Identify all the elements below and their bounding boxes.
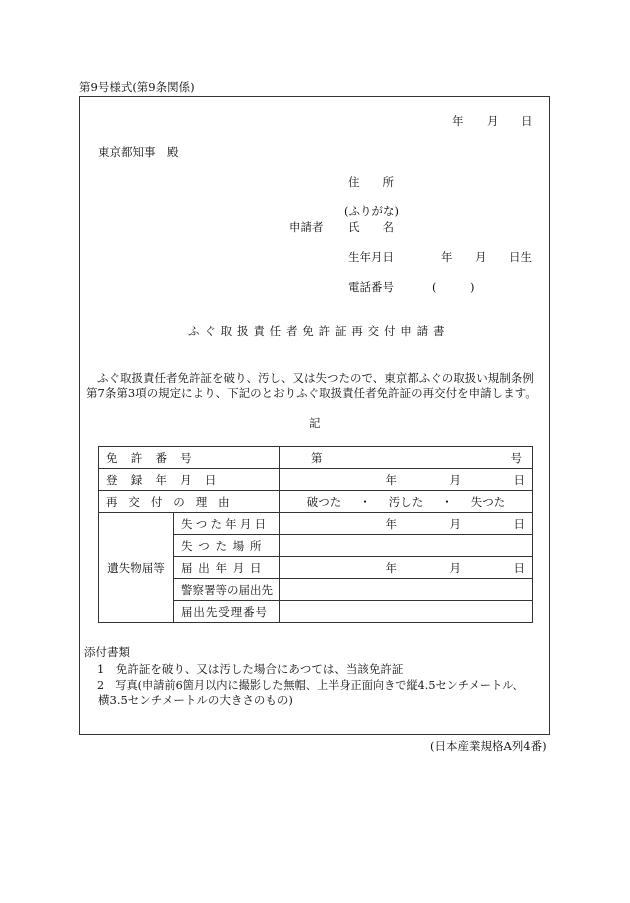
date-day-label: 日 [521, 114, 533, 128]
license-prefix: 第 [311, 450, 323, 465]
registration-date-cell [280, 469, 533, 491]
lost-date-cell [280, 513, 533, 535]
document-title: ふぐ取扱責任者免許証再交付申請書 [188, 324, 450, 338]
birthdate-label: 生年月日 [348, 250, 394, 264]
table-row [99, 491, 533, 513]
lost-property-label: 遺失物届等 [99, 513, 174, 623]
report-month: 月 [449, 560, 461, 575]
birth-month-label: 月 [475, 250, 487, 264]
phone-open-paren: ( [432, 280, 437, 294]
name-label: 氏 名 [348, 220, 394, 234]
police-label: 警察署等の届出先 [174, 579, 280, 601]
receipt-number-cell [280, 601, 533, 623]
attachment-item-1: 1 免許証を破り、又は汚した場合にあつては、当該免許証 [97, 662, 404, 676]
table-row [99, 513, 533, 535]
lost-year: 年 [385, 516, 397, 531]
lost-place-label: 失つた場所 [174, 535, 280, 557]
ki-heading: 記 [309, 416, 321, 430]
reg-day: 日 [513, 472, 525, 487]
license-suffix: 号 [510, 450, 522, 465]
lost-place-cell [280, 535, 533, 557]
birth-year-label: 年 [441, 250, 453, 264]
registration-date-label: 登録年月日 [99, 469, 280, 491]
body-text-line1: ふぐ取扱責任者免許証を破り、汚し、又は失つたので、東京都ふぐの取扱い規制条例 [97, 371, 534, 385]
birth-day-label: 日生 [509, 250, 532, 264]
report-date-label: 届出年月日 [174, 557, 280, 579]
attachments-heading: 添付書類 [84, 645, 130, 659]
date-year-label: 年 [452, 114, 464, 128]
reg-year: 年 [385, 472, 397, 487]
license-number-label: 免許番号 [99, 447, 280, 469]
reason-separator: ・ [441, 494, 453, 509]
body-text-line2: 第7条第3項の規定により、下記のとおりふぐ取扱責任者免許証の再交付を申請します。 [86, 386, 537, 400]
table-row [99, 469, 533, 491]
report-year: 年 [385, 560, 397, 575]
form-number: 第9号様式(第9条関係) [79, 80, 195, 94]
furigana-label: (ふりがな) [344, 204, 399, 218]
phone-close-paren: ) [470, 280, 475, 294]
report-date-cell [280, 557, 533, 579]
lost-day: 日 [513, 516, 525, 531]
phone-label: 電話番号 [348, 280, 394, 294]
reason-soiled: 汚した [388, 494, 424, 509]
reason-lost: 失つた [470, 494, 506, 509]
address-label: 住 所 [348, 175, 394, 189]
report-day: 日 [513, 560, 525, 575]
reason-separator: ・ [359, 494, 371, 509]
lost-date-label: 失つた年月日 [174, 513, 280, 535]
attachment-item-2: 2 写真(申請前6箇月以内に撮影した無帽、上半身正面向きで縦4.5センチメートル、 [97, 679, 524, 692]
footer-standard: (日本産業規格A列4番) [430, 739, 547, 753]
lost-month: 月 [449, 516, 461, 531]
reissue-reason-cell [280, 491, 533, 513]
police-cell [280, 579, 533, 601]
addressee: 東京都知事 殿 [98, 145, 179, 159]
receipt-number-label: 届出先受理番号 [174, 601, 280, 623]
applicant-label: 申請者 [289, 220, 324, 234]
reissue-table [98, 446, 533, 623]
reissue-reason-label: 再交付の理由 [99, 491, 280, 513]
date-month-label: 月 [487, 114, 499, 128]
reason-torn: 破つた [306, 494, 342, 509]
reg-month: 月 [449, 472, 461, 487]
attachment-item-2-cont: 横3.5センチメートルの大きさのもの) [98, 693, 293, 707]
table-row [99, 447, 533, 469]
license-number-cell [280, 447, 533, 469]
